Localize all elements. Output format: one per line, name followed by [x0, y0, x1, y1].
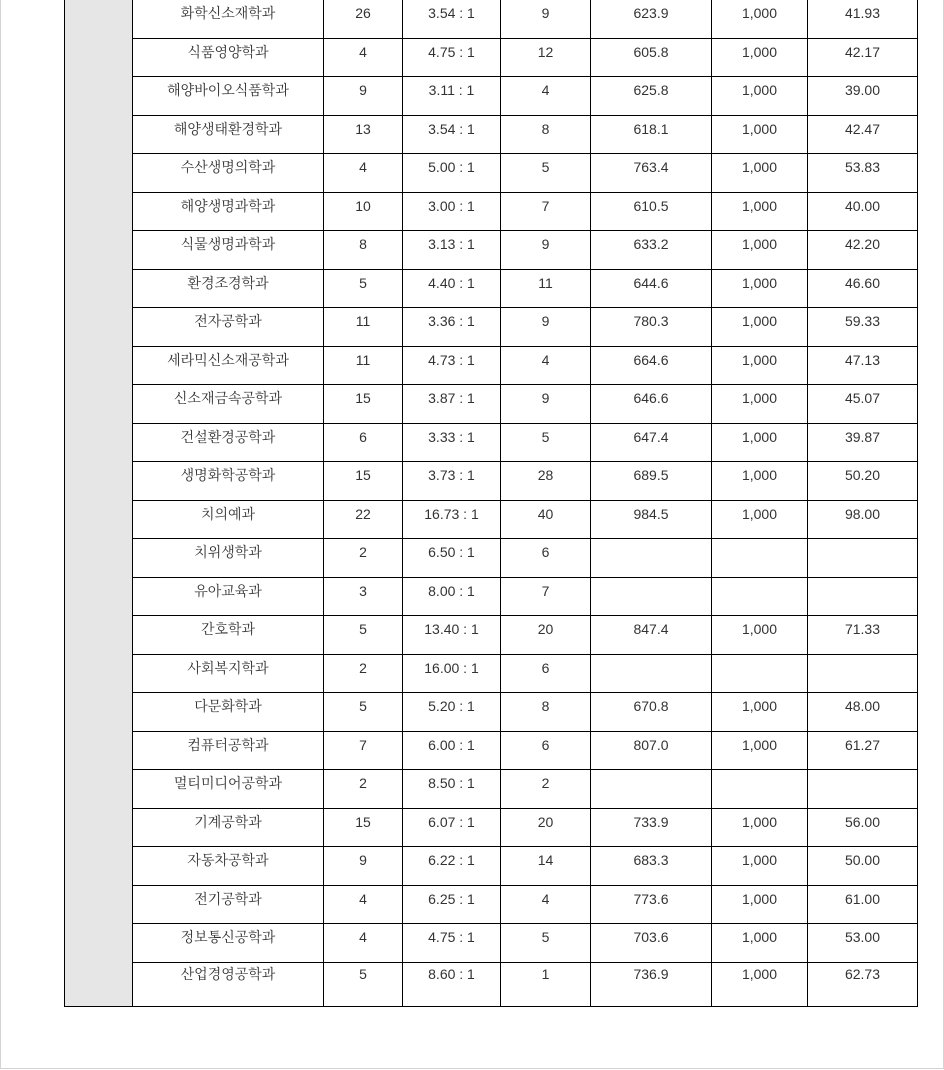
rank-cell: 4 [501, 346, 591, 385]
competition-ratio-cell: 4.40 : 1 [403, 269, 501, 308]
score-cell: 683.3 [591, 847, 712, 886]
competition-ratio-cell: 3.00 : 1 [403, 192, 501, 231]
table-row [65, 77, 918, 116]
quota-cell: 7 [324, 731, 403, 770]
score-cell: 703.6 [591, 924, 712, 963]
quota-cell: 9 [324, 77, 403, 116]
score-cell: 773.6 [591, 885, 712, 924]
table-row [65, 924, 918, 963]
quota-cell: 15 [324, 385, 403, 424]
rank-cell: 14 [501, 847, 591, 886]
department-cell: 수산생명의학과 [133, 154, 324, 193]
competition-ratio-cell: 4.73 : 1 [403, 346, 501, 385]
department-cell: 식품영양학과 [133, 38, 324, 77]
competition-ratio-cell: 5.20 : 1 [403, 693, 501, 732]
score-cell: 633.2 [591, 231, 712, 270]
quota-cell: 4 [324, 885, 403, 924]
department-cell: 해양생태환경학과 [133, 115, 324, 154]
admission-results-table [64, 0, 918, 1007]
table-row [65, 731, 918, 770]
rank-cell: 6 [501, 731, 591, 770]
competition-ratio-cell: 16.00 : 1 [403, 654, 501, 693]
score-cell: 618.1 [591, 115, 712, 154]
competition-ratio-cell: 3.73 : 1 [403, 462, 501, 501]
department-cell: 기계공학과 [133, 808, 324, 847]
percentile-cell: 41.93 [808, 0, 918, 38]
competition-ratio-cell: 3.13 : 1 [403, 231, 501, 270]
rank-cell: 5 [501, 423, 591, 462]
competition-ratio-cell: 3.54 : 1 [403, 115, 501, 154]
score-cell: 736.9 [591, 962, 712, 1006]
table-row [65, 38, 918, 77]
quota-cell: 11 [324, 346, 403, 385]
competition-ratio-cell: 5.00 : 1 [403, 154, 501, 193]
table-row [65, 308, 918, 347]
competition-ratio-cell: 4.75 : 1 [403, 38, 501, 77]
quota-cell: 5 [324, 269, 403, 308]
department-cell: 식물생명과학과 [133, 231, 324, 270]
total-score-cell: 1,000 [712, 731, 808, 770]
department-cell: 화학신소재학과 [133, 0, 324, 38]
percentile-cell [808, 539, 918, 578]
rank-cell: 20 [501, 808, 591, 847]
department-cell: 산업경영공학과 [133, 962, 324, 1006]
department-cell: 사회복지학과 [133, 654, 324, 693]
quota-cell: 6 [324, 423, 403, 462]
department-cell: 전기공학과 [133, 885, 324, 924]
percentile-cell: 61.00 [808, 885, 918, 924]
competition-ratio-cell: 6.22 : 1 [403, 847, 501, 886]
competition-ratio-cell: 8.60 : 1 [403, 962, 501, 1006]
rank-cell: 6 [501, 539, 591, 578]
total-score-cell: 1,000 [712, 346, 808, 385]
rank-cell: 5 [501, 924, 591, 963]
percentile-cell: 61.27 [808, 731, 918, 770]
quota-cell: 26 [324, 0, 403, 38]
rank-cell: 2 [501, 770, 591, 809]
percentile-cell: 56.00 [808, 808, 918, 847]
percentile-cell: 42.17 [808, 38, 918, 77]
department-cell: 간호학과 [133, 616, 324, 655]
percentile-cell: 98.00 [808, 500, 918, 539]
table-row [65, 462, 918, 501]
table-row [65, 693, 918, 732]
quota-cell: 9 [324, 847, 403, 886]
score-cell: 646.6 [591, 385, 712, 424]
department-cell: 치의예과 [133, 500, 324, 539]
department-cell: 자동차공학과 [133, 847, 324, 886]
percentile-cell: 40.00 [808, 192, 918, 231]
rank-cell: 12 [501, 38, 591, 77]
percentile-cell: 42.20 [808, 231, 918, 270]
percentile-cell: 47.13 [808, 346, 918, 385]
table-row [65, 154, 918, 193]
quota-cell: 2 [324, 539, 403, 578]
quota-cell: 4 [324, 38, 403, 77]
table-row [65, 500, 918, 539]
total-score-cell: 1,000 [712, 693, 808, 732]
score-cell: 625.8 [591, 77, 712, 116]
rank-cell: 7 [501, 192, 591, 231]
rank-cell: 5 [501, 154, 591, 193]
table-row [65, 616, 918, 655]
quota-cell: 15 [324, 808, 403, 847]
score-cell: 763.4 [591, 154, 712, 193]
department-cell: 전자공학과 [133, 308, 324, 347]
percentile-cell: 48.00 [808, 693, 918, 732]
score-cell: 780.3 [591, 308, 712, 347]
table-row [65, 808, 918, 847]
table-body [65, 0, 918, 1006]
department-cell: 치위생학과 [133, 539, 324, 578]
rank-cell: 28 [501, 462, 591, 501]
total-score-cell [712, 770, 808, 809]
percentile-cell: 50.00 [808, 847, 918, 886]
rank-cell: 7 [501, 577, 591, 616]
quota-cell: 10 [324, 192, 403, 231]
score-cell [591, 770, 712, 809]
competition-ratio-cell: 6.00 : 1 [403, 731, 501, 770]
score-cell: 605.8 [591, 38, 712, 77]
total-score-cell: 1,000 [712, 231, 808, 270]
table-row [65, 577, 918, 616]
rank-cell: 8 [501, 115, 591, 154]
department-cell: 신소재금속공학과 [133, 385, 324, 424]
department-cell: 멀티미디어공학과 [133, 770, 324, 809]
department-cell: 건설환경공학과 [133, 423, 324, 462]
quota-cell: 15 [324, 462, 403, 501]
score-cell: 610.5 [591, 192, 712, 231]
table-row [65, 885, 918, 924]
competition-ratio-cell: 16.73 : 1 [403, 500, 501, 539]
percentile-cell: 71.33 [808, 616, 918, 655]
total-score-cell [712, 577, 808, 616]
department-cell: 해양바이오식품학과 [133, 77, 324, 116]
total-score-cell: 1,000 [712, 115, 808, 154]
quota-cell: 8 [324, 231, 403, 270]
department-cell: 유아교육과 [133, 577, 324, 616]
total-score-cell: 1,000 [712, 616, 808, 655]
rank-cell: 9 [501, 308, 591, 347]
group-cell [65, 0, 133, 1006]
table-row [65, 847, 918, 886]
table-row [65, 269, 918, 308]
score-cell: 689.5 [591, 462, 712, 501]
total-score-cell [712, 654, 808, 693]
percentile-cell [808, 654, 918, 693]
department-cell: 정보통신공학과 [133, 924, 324, 963]
score-cell [591, 539, 712, 578]
quota-cell: 13 [324, 115, 403, 154]
percentile-cell: 62.73 [808, 962, 918, 1006]
table-row [65, 770, 918, 809]
rank-cell: 4 [501, 885, 591, 924]
score-cell: 733.9 [591, 808, 712, 847]
competition-ratio-cell: 3.33 : 1 [403, 423, 501, 462]
quota-cell: 5 [324, 616, 403, 655]
rank-cell: 9 [501, 0, 591, 38]
table-row [65, 0, 918, 38]
score-cell: 847.4 [591, 616, 712, 655]
quota-cell: 4 [324, 924, 403, 963]
rank-cell: 40 [501, 500, 591, 539]
total-score-cell: 1,000 [712, 269, 808, 308]
department-cell: 해양생명과학과 [133, 192, 324, 231]
rank-cell: 11 [501, 269, 591, 308]
quota-cell: 4 [324, 154, 403, 193]
table-row [65, 962, 918, 1006]
quota-cell: 5 [324, 693, 403, 732]
department-cell: 세라믹신소재공학과 [133, 346, 324, 385]
rank-cell: 20 [501, 616, 591, 655]
score-cell: 670.8 [591, 693, 712, 732]
score-cell: 623.9 [591, 0, 712, 38]
total-score-cell: 1,000 [712, 423, 808, 462]
competition-ratio-cell: 3.54 : 1 [403, 0, 501, 38]
total-score-cell: 1,000 [712, 962, 808, 1006]
percentile-cell: 53.83 [808, 154, 918, 193]
competition-ratio-cell: 4.75 : 1 [403, 924, 501, 963]
table-row [65, 115, 918, 154]
table-row [65, 539, 918, 578]
table-row [65, 192, 918, 231]
total-score-cell: 1,000 [712, 847, 808, 886]
total-score-cell: 1,000 [712, 192, 808, 231]
score-cell [591, 577, 712, 616]
rank-cell: 1 [501, 962, 591, 1006]
percentile-cell: 46.60 [808, 269, 918, 308]
department-cell: 환경조경학과 [133, 269, 324, 308]
quota-cell: 3 [324, 577, 403, 616]
total-score-cell: 1,000 [712, 462, 808, 501]
percentile-cell [808, 577, 918, 616]
score-cell: 644.6 [591, 269, 712, 308]
quota-cell: 11 [324, 308, 403, 347]
score-cell: 664.6 [591, 346, 712, 385]
rank-cell: 4 [501, 77, 591, 116]
competition-ratio-cell: 6.25 : 1 [403, 885, 501, 924]
table-row [65, 423, 918, 462]
score-cell: 647.4 [591, 423, 712, 462]
total-score-cell: 1,000 [712, 0, 808, 38]
competition-ratio-cell: 8.50 : 1 [403, 770, 501, 809]
rank-cell: 8 [501, 693, 591, 732]
percentile-cell: 53.00 [808, 924, 918, 963]
total-score-cell: 1,000 [712, 808, 808, 847]
quota-cell: 2 [324, 770, 403, 809]
rank-cell: 6 [501, 654, 591, 693]
competition-ratio-cell: 6.07 : 1 [403, 808, 501, 847]
rank-cell: 9 [501, 385, 591, 424]
competition-ratio-cell: 3.87 : 1 [403, 385, 501, 424]
percentile-cell: 50.20 [808, 462, 918, 501]
total-score-cell: 1,000 [712, 385, 808, 424]
table-row [65, 231, 918, 270]
score-cell: 984.5 [591, 500, 712, 539]
quota-cell: 22 [324, 500, 403, 539]
competition-ratio-cell: 13.40 : 1 [403, 616, 501, 655]
quota-cell: 5 [324, 962, 403, 1006]
competition-ratio-cell: 3.36 : 1 [403, 308, 501, 347]
total-score-cell: 1,000 [712, 77, 808, 116]
percentile-cell: 42.47 [808, 115, 918, 154]
percentile-cell: 39.87 [808, 423, 918, 462]
percentile-cell: 59.33 [808, 308, 918, 347]
total-score-cell: 1,000 [712, 500, 808, 539]
quota-cell: 2 [324, 654, 403, 693]
total-score-cell: 1,000 [712, 924, 808, 963]
percentile-cell: 39.00 [808, 77, 918, 116]
total-score-cell [712, 539, 808, 578]
table-row [65, 346, 918, 385]
total-score-cell: 1,000 [712, 308, 808, 347]
score-cell: 807.0 [591, 731, 712, 770]
competition-ratio-cell: 8.00 : 1 [403, 577, 501, 616]
total-score-cell: 1,000 [712, 154, 808, 193]
score-cell [591, 654, 712, 693]
department-cell: 생명화학공학과 [133, 462, 324, 501]
department-cell: 컴퓨터공학과 [133, 731, 324, 770]
competition-ratio-cell: 6.50 : 1 [403, 539, 501, 578]
percentile-cell: 45.07 [808, 385, 918, 424]
department-cell: 다문화학과 [133, 693, 324, 732]
rank-cell: 9 [501, 231, 591, 270]
total-score-cell: 1,000 [712, 38, 808, 77]
table-row [65, 654, 918, 693]
table-row [65, 385, 918, 424]
total-score-cell: 1,000 [712, 885, 808, 924]
percentile-cell [808, 770, 918, 809]
competition-ratio-cell: 3.11 : 1 [403, 77, 501, 116]
